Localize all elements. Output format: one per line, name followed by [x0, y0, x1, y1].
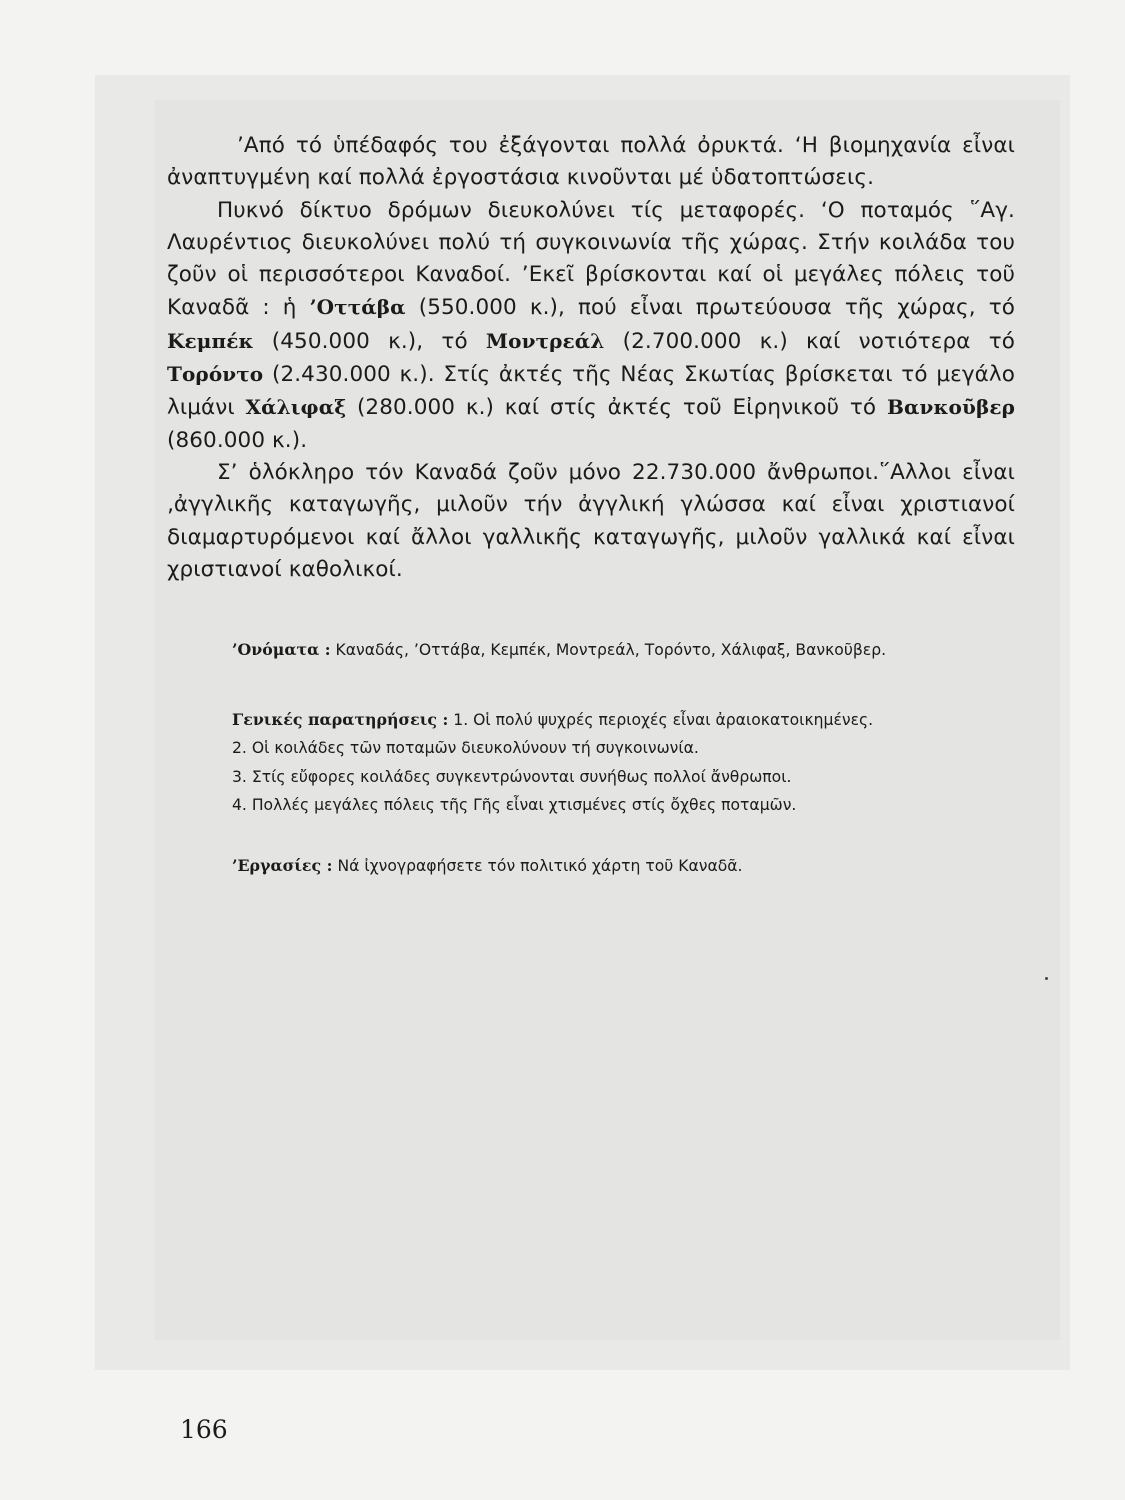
tasks-text: Νά ἰχνογραφήσετε τόν πολιτικό χάρτη τοῦ Καναδᾶ. — [332, 856, 743, 875]
text-run: (450.000 κ.), τό — [253, 328, 486, 354]
city-toronto: Τορόντο — [167, 362, 264, 387]
body-text — [167, 130, 1015, 586]
city-quebec: Κεμπέκ — [167, 328, 254, 353]
observations-label: Γενικές παρατηρήσεις : — [232, 710, 449, 730]
text-run: Πυκνό δίκτυο δρόμων διευκολύνει τίς μεταφορές. ‘Ο ποταμός ῞Αγ. Λαυρέντιος διευκολύνει πολύ τή συγκοινωνία τῆς χώρας. Στήν κοιλάδα του ζοῦν οἱ περισσότεροι Καναδοί. ’Εκεῖ βρίσκονται καί οἱ μεγάλες πόλεις τοῦ Καναδᾶ : ἡ — [167, 197, 1015, 321]
city-vancouver: Βανκοῦβερ — [886, 395, 1015, 420]
text-column — [167, 130, 1015, 880]
names-text: Καναδάς, ’Οττάβα, Κεμπέκ, Μοντρεάλ, Τορόντο, Χάλιφαξ, Βανκοῦβερ. — [330, 641, 887, 660]
text-run: (280.000 κ.) καί στίς ἀκτές τοῦ Εἰρηνικοῦ τό — [346, 395, 887, 421]
paragraph-population-text: Σ’ ὁλόκληρο τόν Καναδά ζοῦν μόνο 22.730.000 ἄνθρωποι.῞Αλλοι εἶναι ‚ἀγγλικῆς καταγωγῆς, μιλοῦν τήν ἀγγλική γλώσσα καί εἶναι χριστιανοί διαμαρτυρόμενοι καί ἄλλοι γαλλικῆς καταγωγῆς, μιλοῦν γαλλικά καί εἶναι χριστιανοί καθολικοί. — [167, 459, 1015, 582]
city-ottawa: ’Οττάβα — [309, 295, 406, 320]
paragraph-resources — [167, 130, 1015, 195]
observations-first — [167, 706, 1015, 734]
text-run: (2.430.000 κ.). Στίς ἀκτές τῆς Νέας Σκωτίας βρίσκεται τό μεγάλο λιμάνι — [167, 362, 1015, 421]
observation-2: 2. Οἱ κοιλάδες τῶν ποταμῶν διευκολύνουν τή συγκοινωνία. — [232, 739, 699, 758]
paragraph-population — [167, 457, 1015, 586]
paragraph-transport-cities — [167, 195, 1015, 457]
text-run: (2.700.000 κ.) καί νοτιότερα τό — [604, 328, 1015, 354]
page-number: 166 — [180, 1415, 228, 1444]
text-run: (860.000 κ.). — [167, 427, 308, 453]
tasks-label: ’Εργασίες : — [232, 855, 333, 875]
city-montreal: Μοντρεάλ — [485, 328, 605, 353]
names-label: ’Ονόματα : — [232, 640, 331, 660]
observation-4: 4. Πολλές μεγάλες πόλεις τῆς Γῆς εἶναι χτισμένες στίς ὄχθες ποταμῶν. — [232, 796, 797, 815]
observations-section — [167, 706, 1015, 820]
scan-speck — [1045, 977, 1048, 980]
tasks-section — [167, 852, 1015, 880]
observation-3: 3. Στίς εὔφορες κοιλάδες συγκεντρώνονται συνήθως πολλοί ἄνθρωποι. — [232, 767, 792, 786]
names-section — [167, 636, 1015, 664]
city-halifax: Χάλιφαξ — [245, 395, 347, 420]
observation-1: 1. Οἱ πολύ ψυχρές περιοχές εἶναι ἀραιοκατοικημένες. — [448, 711, 874, 730]
paragraph-resources-text: ’Από τό ὑπέδαφός του ἐξάγονται πολλά ὀρυκτά. ‘Η βιομηχανία εἶναι ἀναπτυγμένη καί πολλά ἐργοστάσια κινοῦνται μέ ὑδατοπτώσεις. — [167, 133, 1015, 191]
text-run: (550.000 κ.), πού εἶναι πρωτεύουσα τῆς χώρας, τό — [405, 295, 1015, 321]
